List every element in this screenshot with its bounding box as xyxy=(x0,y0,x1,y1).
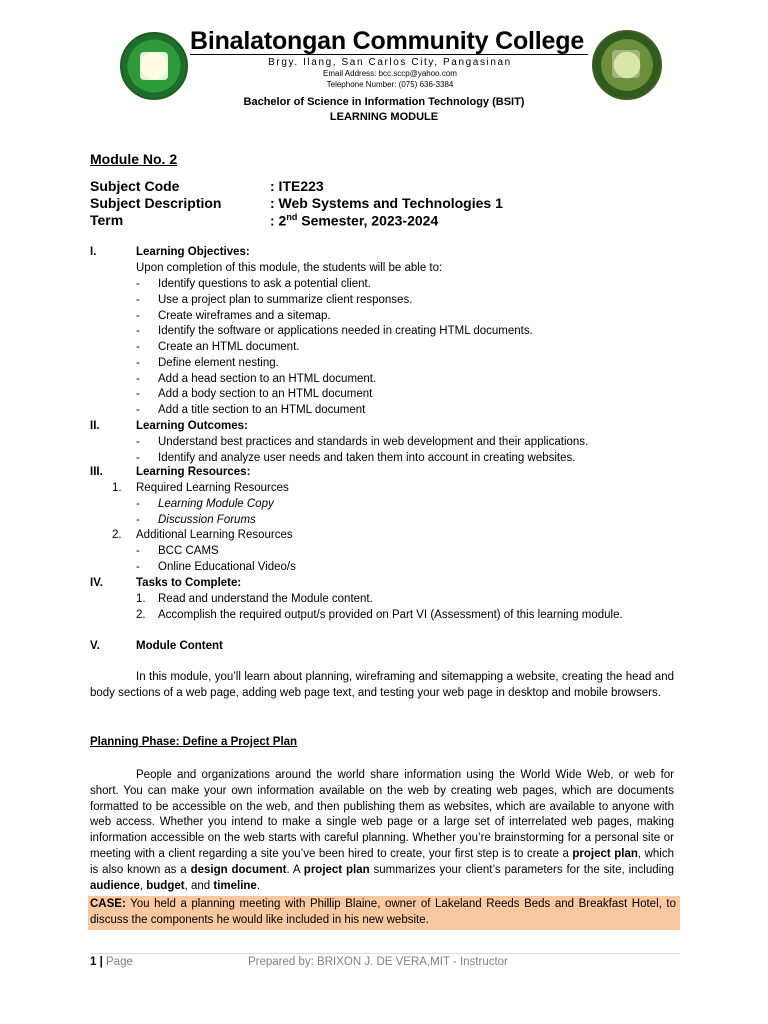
outcomes-title: Learning Outcomes: xyxy=(136,420,248,432)
objective-item: Define element nesting. xyxy=(158,356,279,369)
content-intro: In this module, you’ll learn about planning, wireframing and sitemapping a website, creating the head and body sections of a web page, adding web page text, and testing your web page in desktop and mobile browsers. xyxy=(90,671,674,699)
dash-bullet: - xyxy=(136,325,140,338)
module-number: Module No. 2 xyxy=(90,151,178,167)
dash-bullet: - xyxy=(136,404,140,416)
objectives-intro: Upon completion of this module, the students will be able to: xyxy=(136,262,443,274)
additional-resource-item: Online Educational Video/s xyxy=(158,560,296,573)
doc-type: LEARNING MODULE xyxy=(329,111,439,123)
required-resource-item: Discussion Forums xyxy=(158,513,256,526)
college-address: Brgy. Ilang, San Carlos City, Pangasinan xyxy=(268,57,512,68)
dash-bullet: - xyxy=(136,293,140,306)
subject-code-label: Subject Code xyxy=(90,178,180,194)
tasks-title: Tasks to Complete: xyxy=(136,577,242,589)
subject-code-value: : ITE223 xyxy=(270,178,324,194)
dash-bullet: - xyxy=(136,388,140,401)
term-value: : 2nd Semester, 2023-2024 xyxy=(270,212,439,229)
section-num-1: I. xyxy=(90,246,97,258)
objective-item: Identify the software or applications needed in creating HTML documents. xyxy=(158,325,533,338)
objective-item: Add a head section to an HTML document. xyxy=(158,372,377,385)
subject-desc-label: Subject Description xyxy=(90,195,222,211)
college-phone: Telephone Number: (075) 636-3384 xyxy=(326,80,454,89)
objective-item: Identify questions to ask a potential client. xyxy=(158,278,371,290)
term-label: Term xyxy=(90,212,124,228)
dash-bullet: - xyxy=(136,498,140,510)
subject-desc-value: : Web Systems and Technologies 1 xyxy=(270,195,503,211)
objective-item: Add a title section to an HTML document xyxy=(158,404,366,416)
resources-title: Learning Resources: xyxy=(136,466,251,478)
dash-bullet: - xyxy=(136,513,140,526)
dash-bullet: - xyxy=(136,451,140,464)
objectives-title: Learning Objectives: xyxy=(136,246,250,258)
add-title: Additional Learning Resources xyxy=(136,529,293,541)
objective-item: Use a project plan to summarize client responses. xyxy=(158,293,413,306)
footer-rule xyxy=(90,953,680,954)
dash-bullet: - xyxy=(136,341,140,353)
section-num-4: IV. xyxy=(90,577,104,589)
objective-item: Create an HTML document. xyxy=(158,341,300,353)
task-item: Accomplish the required output/s provided on Part VI (Assessment) of this learning module. xyxy=(158,609,623,621)
section-num-5: V. xyxy=(90,640,100,652)
planning-paragraph: People and organizations around the world share information using the World Wide Web, or web for short. You can make your own information available on the web by creating web pages, which are documents formatted to be accessible on the web, and then publishing them as websites, which are available to anyone with web access. Whether you intend to make a single web page or a large set of interrelated web pages, making information accessible on the web starts with careful planning. Whether you’re brainstorming for a personal site or meeting with a client regarding a site you’ve been hired to create, your first step is to create a project plan, which is also known as a design document. A project plan summarizes your client’s parameters for the site, including audience, budget, and timeline. xyxy=(90,769,674,892)
dash-bullet: - xyxy=(136,560,140,573)
objective-item: Create wireframes and a sitemap. xyxy=(158,309,331,322)
objective-item: Add a body section to an HTML document xyxy=(158,388,373,401)
dash-bullet: - xyxy=(136,372,140,385)
req-num: 1. xyxy=(112,482,122,494)
prepared-by: Prepared by: BRIXON J. DE VERA,MIT - Instructor xyxy=(248,956,508,968)
college-seal-left xyxy=(120,32,188,100)
additional-resource-item: BCC CAMS xyxy=(158,545,219,557)
outcome-item: Identify and analyze user needs and taken them into account in creating websites. xyxy=(158,451,576,464)
planning-heading: Planning Phase: Define a Project Plan xyxy=(90,736,298,748)
program-title: Bachelor of Science in Information Technology (BSIT) xyxy=(243,96,525,108)
dash-bullet: - xyxy=(136,436,140,448)
task-item: Read and understand the Module content. xyxy=(158,593,373,605)
outcome-item: Understand best practices and standards in web development and their applications. xyxy=(158,436,589,448)
dash-bullet: - xyxy=(136,356,140,369)
college-email: Email Address: bcc.sccp@yahoo.com xyxy=(323,69,457,78)
dash-bullet: - xyxy=(136,278,140,290)
college-seal-right xyxy=(592,30,662,100)
dash-bullet: - xyxy=(136,309,140,322)
task-num: 1. xyxy=(136,593,146,605)
header-rule xyxy=(190,54,588,55)
page-number: 1 | Page xyxy=(90,956,133,968)
content-title: Module Content xyxy=(136,640,223,652)
section-num-3: III. xyxy=(90,466,103,478)
task-num: 2. xyxy=(136,609,146,621)
dash-bullet: - xyxy=(136,545,140,557)
section-num-2: II. xyxy=(90,420,100,432)
req-title: Required Learning Resources xyxy=(136,482,289,494)
add-num: 2. xyxy=(112,529,122,541)
case-text: CASE: You held a planning meeting with Phillip Blaine, owner of Lakeland Reeds Beds and Breakfast Hotel, to discuss the components he would like included in his new website. xyxy=(90,898,676,926)
required-resource-item: Learning Module Copy xyxy=(158,498,274,510)
college-name: Binalatongan Community College xyxy=(190,27,585,55)
